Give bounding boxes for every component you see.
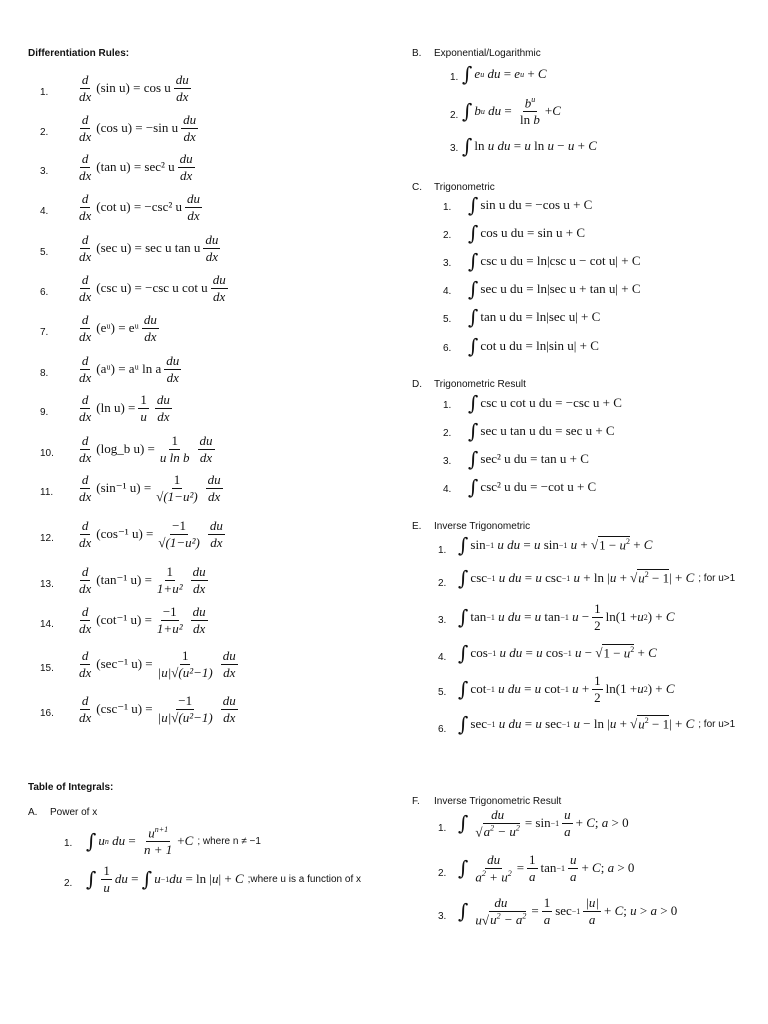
diff-item-expression: (cos u) = −sin u [96,120,179,136]
f-item-number: 3. [438,911,447,922]
b-item-number: 3. [450,143,459,154]
d-item-formula [468,449,589,469]
e-item-note: ; for u>1 [698,572,736,584]
section-b-letter: B. [412,48,422,59]
diff-item-number: 6. [40,287,49,298]
differentiation-rules-title: Differentiation Rules: [28,48,130,59]
d-item-expression: csc u cot u du = −csc u + C [480,395,622,410]
diff-item-number: 7. [40,327,49,338]
diff-item-expression: (aᵘ) = aᵘ ln a [96,361,162,377]
diff-item-expression: (cot⁻¹ u) = [96,612,152,628]
d-item-formula [468,477,596,497]
b-item-1-formula: ∫ e u du = e u + C [462,62,547,86]
b-item-number: 1. [450,72,459,83]
f-item-2-formula: ∫ $\frac{du}{a^2 + u^2}$ = $\frac{1}{a}$ tan −1 $\frac{u}{a}$ + C ; a > 0 [458,852,635,884]
integral-sign-icon: ∫ [468,249,479,273]
integral-sign-icon: ∫ [468,391,479,415]
e-item-number: 3. [438,615,447,626]
diff-item-number: 3. [40,166,49,177]
diff-item-formula: $\frac{d}{dx}$ (cos u) = −sin u $\frac{du}{dx}$ [79,112,197,144]
section-d-letter: D. [412,379,422,390]
diff-item-formula: $\frac{d}{dx}$ (tan⁻¹ u) = $\frac{1}{\text{1+u²}}$ $\frac{du}{dx}$ [79,564,206,596]
diff-item-expression: (ln u) = [96,400,136,416]
table-of-integrals-title: Table of Integrals: [28,782,114,793]
e-item-2-formula: ∫ csc −1 u du = u csc −1 u + ln | u + √ $u^2 - 1$ | + C ; for u>1 [458,566,736,590]
diff-item-expression: (csc u) = −csc u cot u [96,280,208,296]
d-item-expression: sec² u du = tan u + C [480,451,589,466]
diff-item-expression: (sec⁻¹ u) = [96,656,153,672]
c-item-formula [468,251,640,271]
a-item-note: ;where u is a function of x [247,873,362,885]
e-item-1-formula: ∫ sin −1 u du = u sin −1 u + √ $1 - u^2$ + C [458,533,653,557]
diff-item-number: 1. [40,87,49,98]
diff-item-formula: $\frac{d}{dx}$ (sec u) = sec u tan u $\frac{du}{dx}$ [79,232,219,264]
e-item-3-formula: ∫ tan −1 u du = u tan −1 u − $\frac{1}{2}$ ln(1 + u 2 ) + C [458,601,675,633]
e-item-4-formula: ∫ cos −1 u du = u cos −1 u − √ $1 - u^2$ + C [458,641,657,665]
diff-item-number: 15. [40,663,54,674]
d-item-number: 1. [443,400,452,411]
e-item-number: 4. [438,652,447,663]
c-item-formula [468,336,599,356]
integral-sign-icon: ∫ [468,277,479,301]
c-item-expression: csc u du = ln|csc u − cot u| + C [480,253,641,268]
diff-item-expression: (cot u) = −csc² u [96,199,182,215]
e-item-number: 1. [438,545,447,556]
a-item-1-formula: ∫ u n du = $\frac{u^{n+1}}{n + 1}$ + C ; where n ≠ −1 [86,825,261,857]
section-d-title: Trigonometric Result [434,379,526,390]
e-item-5-formula: ∫ cot −1 u du = u cot −1 u + $\frac{1}{2}$ ln(1 + u 2 ) + C [458,673,675,705]
diff-item-formula: $\frac{d}{dx}$ (tan u) = sec² u $\frac{du}{dx}$ [79,151,193,183]
diff-item-formula: $\frac{d}{dx}$ (cot⁻¹ u) = $\frac{-1}{\text{1+u²}}$ $\frac{du}{dx}$ [79,604,206,636]
f-item-number: 1. [438,823,447,834]
diff-item-number: 16. [40,708,54,719]
c-item-number: 3. [443,258,452,269]
diff-item-expression: (csc⁻¹ u) = [96,701,153,717]
diff-item-expression: (eᵘ) = eᵘ [96,320,139,336]
section-f-letter: F. [412,796,420,807]
diff-item-formula: $\frac{d}{dx}$ (sin u) = cos u $\frac{du}{dx}$ [79,72,189,104]
diff-item-expression: (sin u) = cos u [96,80,171,96]
diff-item-expression: (sin⁻¹ u) = [96,480,152,496]
d-item-number: 3. [443,456,452,467]
diff-item-formula: $\frac{d}{dx}$ (cot u) = −csc² u $\frac{du}{dx}$ [79,191,200,223]
f-item-1-formula: ∫ $\frac{du}{√a^2 - u^2}$ = sin −1 $\frac{u}{a}$ + C ; a > 0 [458,807,629,839]
integral-sign-icon: ∫ [468,475,479,499]
e-item-number: 6. [438,724,447,735]
d-item-formula [468,393,622,413]
diff-item-number: 12. [40,533,54,544]
diff-item-number: 10. [40,448,54,459]
f-item-3-formula: ∫ $\frac{du}{u√u^2 - a^2}$ = $\frac{1}{a}$ sec −1 $\frac{|u|}{a}$ + C ; u > a > 0 [458,895,678,927]
diff-item-formula: $\frac{d}{dx}$ (sin⁻¹ u) = $\frac{1}{\text{√(1−u²)}}$ $\frac{du}{dx}$ [79,472,221,504]
diff-item-formula: $\frac{d}{dx}$ (log_b u) = $\frac{1}{\text{u ln b}}$ $\frac{du}{dx}$ [79,433,213,465]
diff-item-formula: $\frac{d}{dx}$ (csc⁻¹ u) = $\frac{-1}{\text{|u|√(u²−1)}}$ $\frac{du}{dx}$ [79,693,236,725]
diff-item-expression: (cos⁻¹ u) = [96,526,154,542]
d-item-number: 2. [443,428,452,439]
diff-item-number: 5. [40,247,49,258]
c-item-number: 4. [443,286,452,297]
diff-item-number: 13. [40,579,54,590]
c-item-formula [468,279,640,299]
integral-sign-icon: ∫ [468,334,479,358]
c-item-expression: tan u du = ln|sec u| + C [480,309,601,324]
b-item-number: 2. [450,110,459,121]
section-e-title: Inverse Trigonometric [434,521,531,532]
section-f-title: Inverse Trigonometric Result [434,796,562,807]
d-item-expression: csc² u du = −cot u + C [480,479,597,494]
c-item-formula [468,223,585,243]
diff-item-formula: $\frac{d}{dx}$ (csc u) = −csc u cot u $\frac{du}{dx}$ [79,272,226,304]
c-item-formula [468,307,600,327]
diff-item-expression: (sec u) = sec u tan u [96,240,201,256]
diff-item-number: 2. [40,127,49,138]
diff-item-formula: $\frac{d}{dx}$ (eᵘ) = eᵘ $\frac{du}{dx}$ [79,312,157,344]
section-e-letter: E. [412,521,422,532]
section-c-title: Trigonometric [434,182,495,193]
diff-item-expression: (tan⁻¹ u) = [96,572,152,588]
a-item-2-formula: ∫ $\frac{1}{u}$ du = ∫ u −1 du = ln | u | + C ;where u is a function of x [86,863,362,895]
diff-item-number: 14. [40,619,54,630]
c-item-expression: sec u du = ln|sec u + tan u| + C [480,281,641,296]
b-item-3-formula: ∫ ln u du = u ln u − u + C [462,134,597,158]
d-item-expression: sec u tan u du = sec u + C [480,423,615,438]
e-item-number: 5. [438,687,447,698]
c-item-number: 2. [443,230,452,241]
section-b-title: Exponential/Logarithmic [434,48,541,59]
c-item-expression: cot u du = ln|sin u| + C [480,338,599,353]
diff-item-number: 8. [40,368,49,379]
diff-item-expression: (log_b u) = [96,441,155,457]
integral-sign-icon: ∫ [468,193,479,217]
d-item-number: 4. [443,484,452,495]
e-item-number: 2. [438,578,447,589]
d-item-formula [468,421,615,441]
integral-sign-icon: ∫ [468,419,479,443]
a-item-note: ; where n ≠ −1 [197,835,261,847]
diff-item-formula: $\frac{d}{dx}$ (aᵘ) = aᵘ ln a $\frac{du}{dx}$ [79,353,180,385]
c-item-number: 5. [443,314,452,325]
c-item-formula [468,195,592,215]
a-item-number: 2. [64,878,73,889]
section-a-letter: A. [28,807,38,818]
section-a-title: Power of x [50,807,98,818]
diff-item-formula: $\frac{d}{dx}$ (ln u) = $\frac{1}{u}$ $\frac{du}{dx}$ [79,392,170,424]
diff-item-formula: $\frac{d}{dx}$ (cos⁻¹ u) = $\frac{-1}{\text{√(1−u²)}}$ $\frac{du}{dx}$ [79,518,223,550]
diff-item-expression: (tan u) = sec² u [96,159,175,175]
e-item-note: ; for u>1 [698,718,736,730]
diff-item-number: 9. [40,407,49,418]
c-item-number: 1. [443,202,452,213]
integral-sign-icon: ∫ [468,447,479,471]
integral-sign-icon: ∫ [468,221,479,245]
e-item-6-formula: ∫ sec −1 u du = u sec −1 u − ln | u + √ $u^2 - 1$ | + C ; for u>1 [458,712,736,736]
c-item-number: 6. [443,343,452,354]
f-item-number: 2. [438,868,447,879]
c-item-expression: cos u du = sin u + C [480,225,586,240]
integral-sign-icon: ∫ [468,305,479,329]
a-item-number: 1. [64,838,73,849]
diff-item-number: 4. [40,206,49,217]
b-item-2-formula: ∫ b u du = $\frac{b^u}{\text{ln b}}$ + C [462,95,561,127]
diff-item-formula: $\frac{d}{dx}$ (sec⁻¹ u) = $\frac{1}{\text{|u|√(u²−1)}}$ $\frac{du}{dx}$ [79,648,236,680]
c-item-expression: sin u du = −cos u + C [480,197,593,212]
diff-item-number: 11. [40,487,54,498]
section-c-letter: C. [412,182,422,193]
